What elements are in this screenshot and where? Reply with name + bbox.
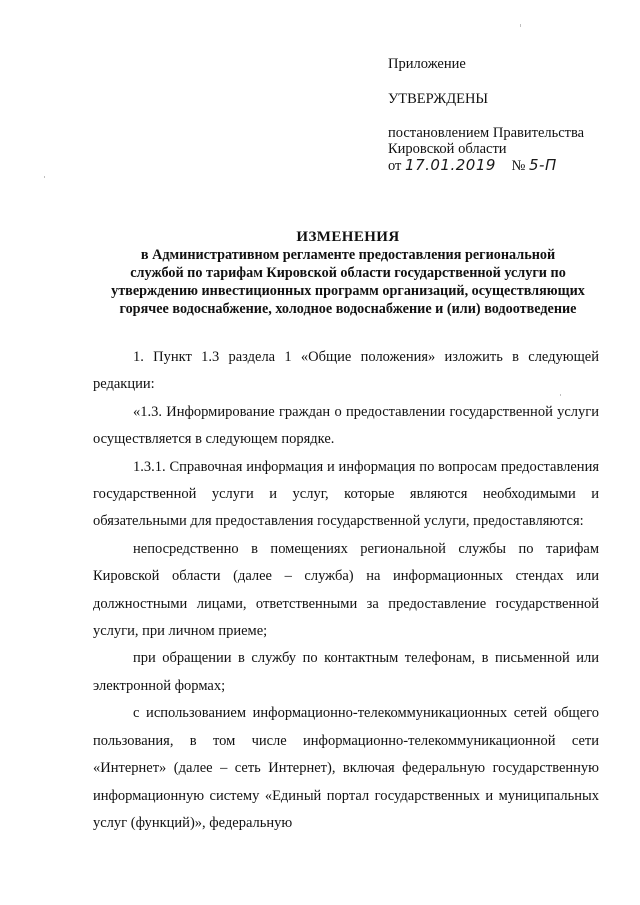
document-body	[93, 344, 599, 837]
paragraph-1: 1. Пункт 1.3 раздела 1 «Общие положения» изложить в следующей редакции:	[93, 349, 599, 393]
approved-by-line-2: Кировской области	[388, 141, 507, 157]
appendix-label: Приложение	[388, 56, 466, 72]
document-title: ИЗМЕНЕНИЯ	[296, 229, 400, 245]
number-label: №	[511, 158, 526, 174]
approved-by-line-1: постановлением Правительства	[388, 125, 585, 141]
subtitle-line-4: горячее водоснабжение, холодное водоснабжение и (или) водоотведение	[119, 301, 577, 317]
paragraph-6: с использованием информационно-телекоммуникационных сетей общего пользования, в том числе информационно-телекоммуникационной сети «Интернет» (далее – сеть Интернет), включая федеральную государственную информационную систему «Единый портал государственных и муниципальных услуг (функций)», федеральную	[93, 705, 599, 831]
approved-label: УТВЕРЖДЕНЫ	[388, 91, 489, 107]
subtitle-line-2: службой по тарифам Кировской области государственной услуги по	[130, 265, 566, 281]
paragraph-3: 1.3.1. Справочная информация и информация по вопросам предоставления государственной услуги и услуг, которые являются необходимыми и обязательными для предоставления государственной услуги, предоставляются:	[93, 458, 599, 530]
subtitle-line-3: утверждению инвестиционных программ организаций, осуществляющих	[111, 283, 585, 299]
scan-speck	[560, 394, 561, 396]
handwritten-date: 17.01.2019	[405, 156, 496, 174]
approval-date-line	[388, 157, 633, 174]
paragraph-4: непосредственно в помещениях региональной службы по тарифам Кировской области (далее – служба) на информационных стендах или должностными лицами, ответственными за предоставление государственной услуги, при личном приеме;	[93, 540, 599, 640]
paragraph-5: при обращении в службу по контактным телефонам, в письменной или электронной формах;	[93, 650, 599, 694]
scan-speck	[520, 24, 521, 27]
handwritten-number: 5-П	[529, 156, 557, 174]
scan-speck	[44, 176, 45, 178]
date-prefix: от	[388, 158, 402, 174]
approval-block	[388, 56, 633, 174]
document-heading	[88, 228, 608, 318]
subtitle-line-1: в Административном регламенте предоставления региональной	[140, 247, 556, 263]
paragraph-2: «1.3. Информирование граждан о предоставлении государственной услуги осуществляется в следующем порядке.	[93, 403, 599, 448]
